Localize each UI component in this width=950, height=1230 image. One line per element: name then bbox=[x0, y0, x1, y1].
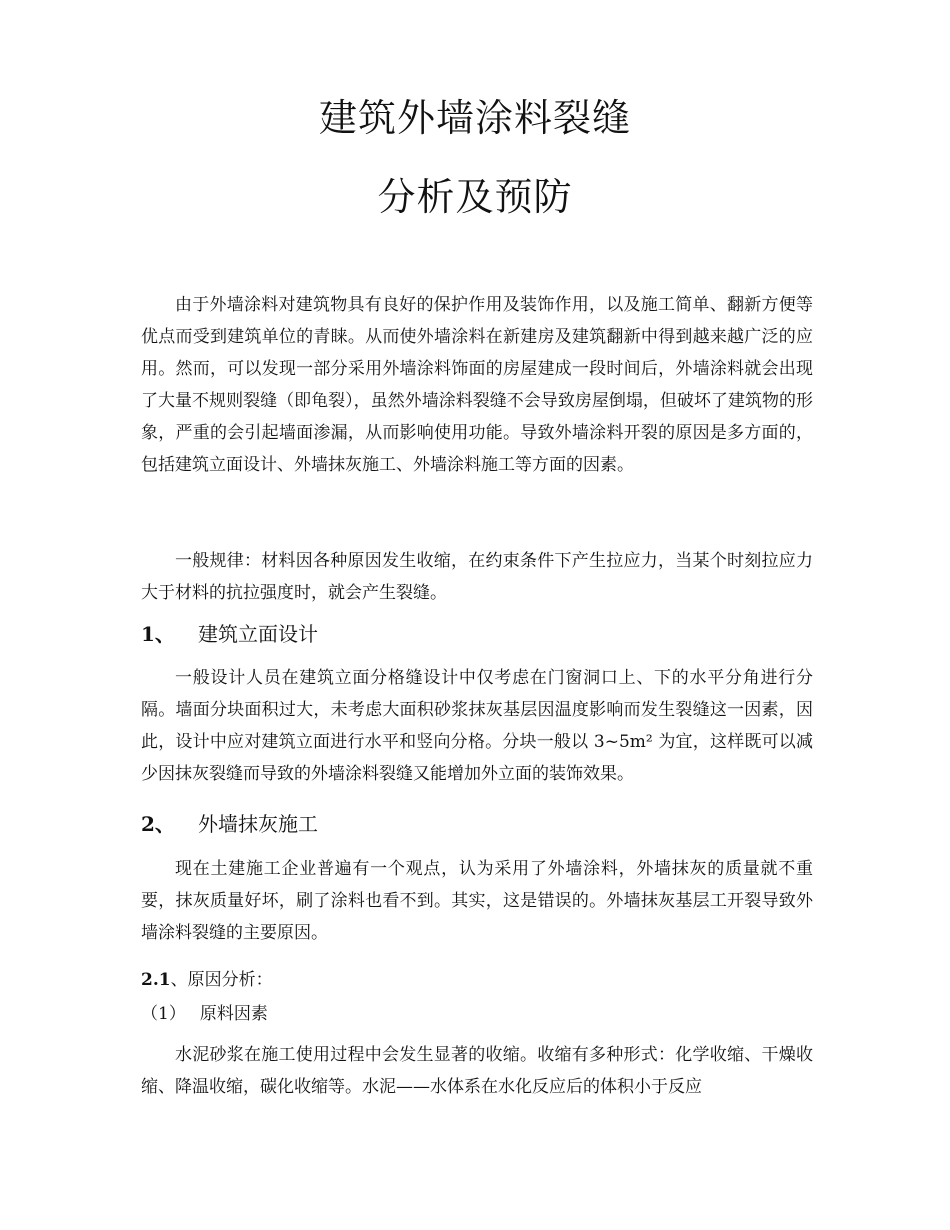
section-1-title: 建筑立面设计 bbox=[198, 622, 318, 646]
section-1-paragraph: 一般设计人员在建筑立面分格缝设计中仅考虑在门窗洞口上、下的水平分角进行分隔。墙面分块面积过大，未考虑大面积砂浆抹灰基层因温度影响而发生裂缝这一因素，因此，设计中应对建筑立面进行水平和竖向分格。分块一般以 3~5m² 为宜，这样既可以减少因抹灰裂缝而导致的外墙涂料裂缝又能增加外立面的装饰效果。 bbox=[141, 668, 813, 784]
subsection-2-1-heading bbox=[141, 966, 813, 994]
document-title-line-1: 建筑外墙涂料裂缝 bbox=[318, 96, 631, 140]
subsection-2-1-title: 、原因分析： bbox=[170, 970, 273, 990]
item-1-paragraph: 水泥砂浆在施工使用过程中会发生显著的收缩。收缩有多种形式：化学收缩、干燥收缩、降温收缩，碳化收缩等。水泥——水体系在水化反应后的体积小于反应 bbox=[141, 1045, 813, 1097]
section-2-heading bbox=[141, 809, 813, 839]
section-1-number: 1、 bbox=[141, 622, 175, 646]
item-1-title: 原料因素 bbox=[199, 1004, 268, 1024]
section-2-title: 外墙抹灰施工 bbox=[198, 812, 318, 836]
section-2-paragraph: 现在土建施工企业普遍有一个观点，认为采用了外墙涂料，外墙抹灰的质量就不重要，抹灰质量好坏，刷了涂料也看不到。其实，这是错误的。外墙抹灰基层工开裂导致外墙涂料裂缝的主要原因。 bbox=[141, 859, 813, 943]
item-1-heading bbox=[141, 1000, 813, 1028]
item-1-number: （1） bbox=[141, 1004, 186, 1024]
subsection-2-1-number: 2.1 bbox=[141, 970, 171, 990]
document-title-line-2: 分析及预防 bbox=[377, 175, 573, 219]
section-2-number: 2、 bbox=[141, 812, 175, 836]
intro-paragraph-1: 由于外墙涂料对建筑物具有良好的保护作用及装饰作用，以及施工简单、翻新方便等优点而受到建筑单位的青睐。从而使外墙涂料在新建房及建筑翻新中得到越来越广泛的应用。然而，可以发现一部分采用外墙涂料饰面的房屋建成一段时间后，外墙涂料就会出现了大量不规则裂缝（即龟裂），虽然外墙涂料裂缝不会导致房屋倒塌，但破坏了建筑物的形象，严重的会引起墙面渗漏，从而影响使用功能。导致外墙涂料开裂的原因是多方面的，包括建筑立面设计、外墙抹灰施工、外墙涂料施工等方面的因素。 bbox=[141, 295, 813, 475]
intro-paragraph-2: 一般规律：材料因各种原因发生收缩，在约束条件下产生拉应力，当某个时刻拉应力大于材料的抗拉强度时，就会产生裂缝。 bbox=[141, 551, 813, 603]
section-1-heading bbox=[141, 619, 813, 649]
